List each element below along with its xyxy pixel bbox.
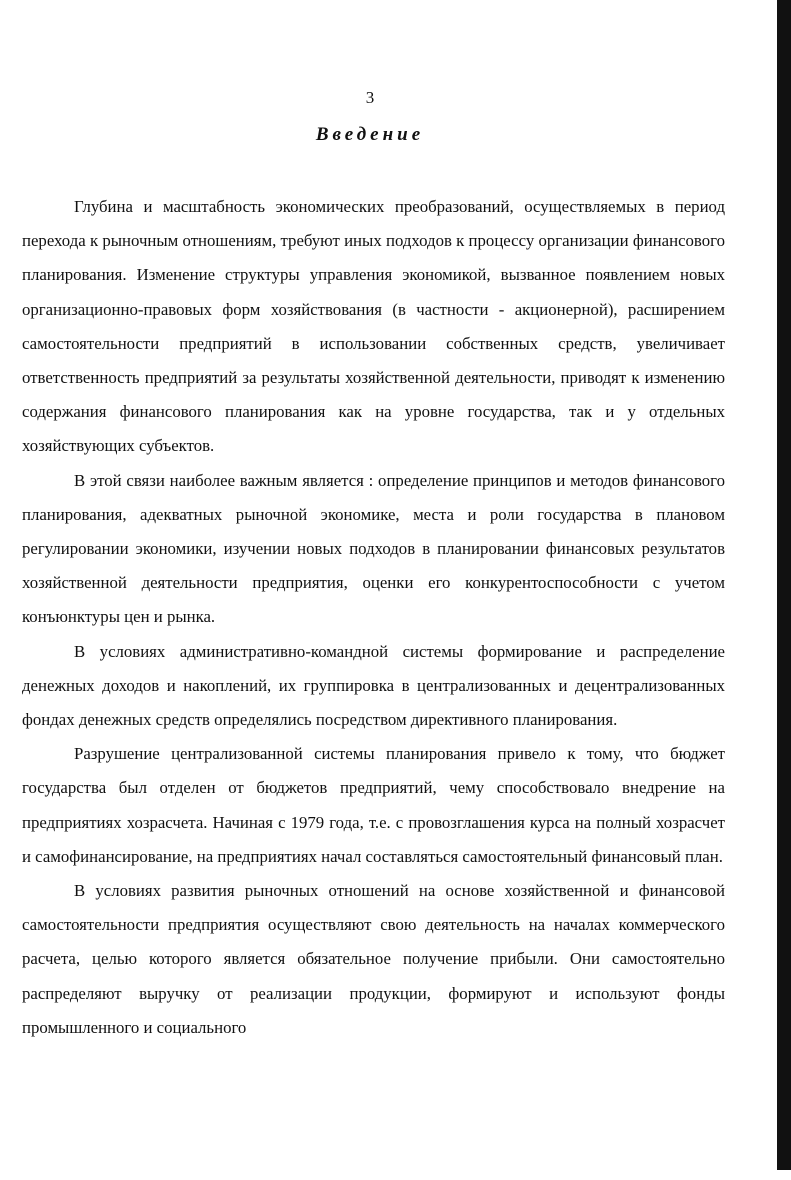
paragraph-2: В этой связи наиболее важным является : определение принципов и методов финансового планирования, адекватных рыночной экономике, места и роли государства в плановом регулировании экономики, изучении новых подходов в планировании финансовых результатов хозяйственной деятельности предприятия, оценки его конкурентоспособности с учетом конъюнктуры цен и рынка. <box>22 470 725 627</box>
body-text <box>22 190 725 1045</box>
page-number: 3 <box>365 88 375 107</box>
page-edge-bar <box>777 0 791 1170</box>
section-title: Введение <box>315 124 425 145</box>
paragraph-5: В условиях развития рыночных отношений на основе хозяйственной и финансовой самостоятельности предприятия осуществляют свою деятельность на началах коммерческого расчета, целью которого является обязательное получение прибыли. Они самостоятельно распределяют выручку от реализации продукции, формируют и используют фонды промышленного и социального <box>22 881 725 1037</box>
paragraph-1: Глубина и масштабность экономических преобразований, осуществляемых в период перехода к рыночным отношениям, требуют иных подходов к процессу организации финансового планирования. Изменение структуры управления экономикой, вызванное появлением новых организационно-правовых форм хозяйствования (в частности - акционерной), расширением самостоятельности предприятий в использовании собственных средств, увеличивает ответственность предприятий за результаты хозяйственной деятельности, приводят к изменению содержания финансового планирования как на уровне государства, так и у отдельных хозяйствующих субъектов. <box>22 197 725 456</box>
paragraph-3: В условиях административно-командной системы формирование и распределение денежных доходов и накоплений, их группировка в централизованных и децентрализованных фондах денежных средств определялись посредством директивного планирования. <box>22 641 725 730</box>
paragraph-4: Разрушение централизованной системы планирования привело к тому, что бюджет государства был отделен от бюджетов предприятий, чему способствовало внедрение на предприятиях хозрасчета. Начиная с 1979 года, т.е. с провозглашения курса на полный хозрасчет и самофинансирование, на предприятиях начал составляться самостоятельный финансовый план. <box>22 744 725 866</box>
